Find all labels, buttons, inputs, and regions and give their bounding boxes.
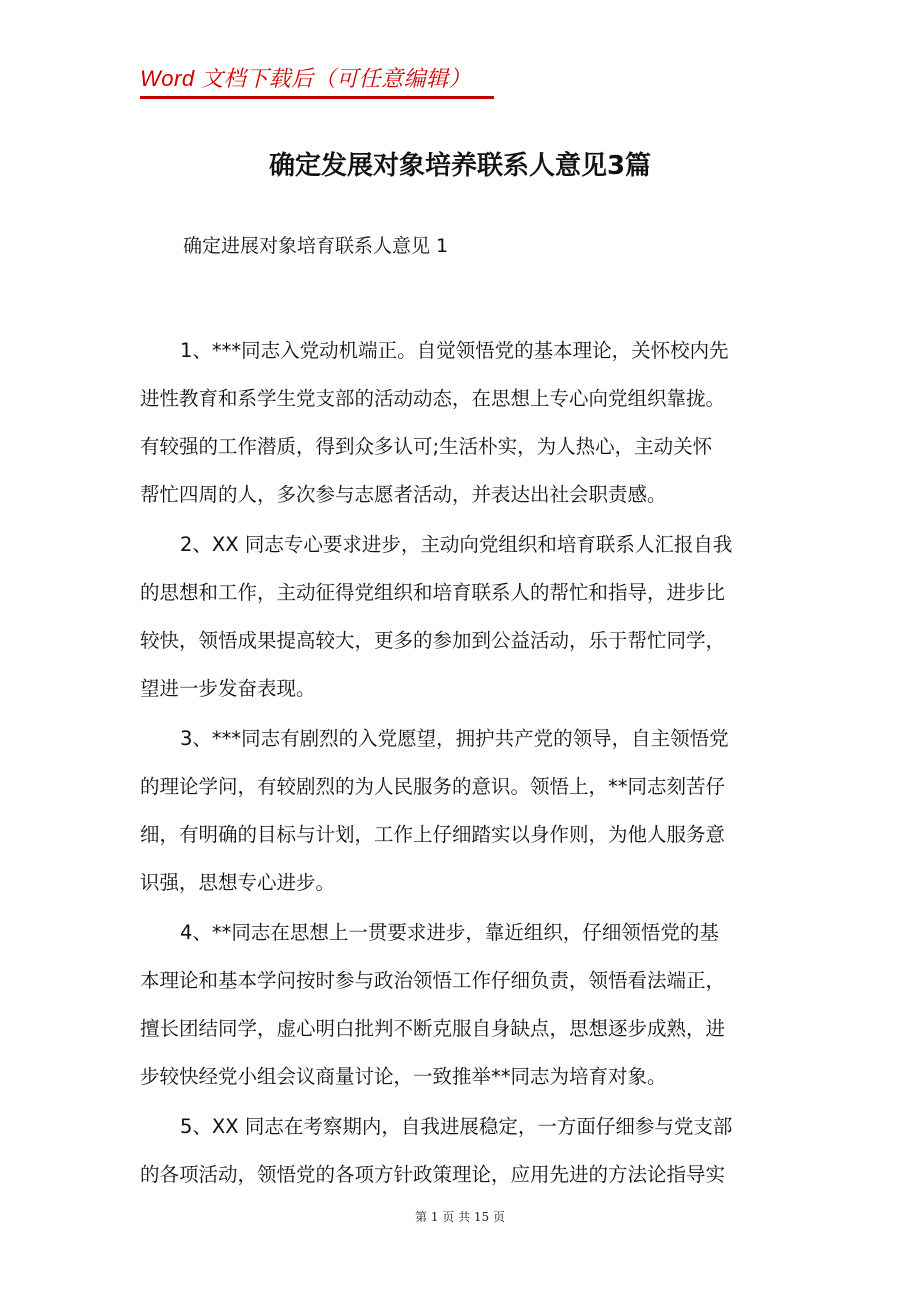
paragraph-line: 的思想和工作，主动征得党组织和培育联系人的帮忙和指导，进步比 [140, 581, 726, 604]
paragraph-line: 的各项活动，领悟党的各项方针政策理论，应用先进的方法论指导实 [140, 1163, 726, 1186]
paragraph [140, 521, 800, 713]
paragraph-line: 帮忙四周的人，多次参与志愿者活动，并表达出社会职责感。 [140, 483, 667, 506]
document-title: 确定发展对象培养联系人意见3篇 [268, 151, 652, 181]
paragraph-line: 进性教育和系学生党支部的活动动态，在思想上专心向党组织靠拢。 [140, 387, 726, 410]
paragraph-line: 的理论学问，有较剧烈的为人民服务的意识。领悟上，**同志刻苦仔 [140, 775, 726, 798]
page-footer: 第 1 页 共 15 页 [415, 1210, 505, 1224]
paragraph-line: 望进一步发奋表现。 [140, 677, 316, 700]
paragraph [140, 327, 800, 519]
paragraph-line: 3、***同志有剧烈的入党愿望，拥护共产党的领导，自主领悟党 [180, 727, 729, 750]
paragraph-line: 步较快经党小组会议商量讨论，一致推举**同志为培育对象。 [140, 1065, 667, 1088]
paragraph-line: 本理论和基本学问按时参与政治领悟工作仔细负责，领悟看法端正， [140, 969, 726, 992]
download-banner [140, 64, 494, 99]
document-body [140, 327, 800, 1201]
banner-text: Word 文档下载后（可任意编辑） [140, 66, 472, 91]
paragraph [140, 715, 800, 907]
paragraph-line: 2、XX 同志专心要求进步，主动向党组织和培育联系人汇报自我 [180, 533, 733, 556]
paragraph-line: 1、***同志入党动机端正。自觉领悟党的基本理论，关怀校内先 [180, 339, 729, 362]
paragraph-line: 较快，领悟成果提高较大，更多的参加到公益活动，乐于帮忙同学， [140, 629, 726, 652]
paragraph-line: 擅长团结同学，虚心明白批判不断克服自身缺点，思想逐步成熟，进 [140, 1017, 726, 1040]
paragraph-line: 有较强的工作潜质，得到众多认可;生活朴实，为人热心，主动关怀 [140, 435, 713, 458]
paragraph-line: 4、**同志在思想上一贯要求进步，靠近组织，仔细领悟党的基 [180, 921, 719, 944]
paragraph [140, 1103, 800, 1199]
paragraph-line: 识强，思想专心进步。 [140, 871, 336, 894]
paragraph [140, 909, 800, 1101]
section-heading: 确定进展对象培育联系人意见 1 [183, 235, 449, 257]
paragraph-line: 5、XX 同志在考察期内，自我进展稳定，一方面仔细参与党支部 [180, 1115, 733, 1138]
paragraph-line: 细，有明确的目标与计划，工作上仔细踏实以身作则，为他人服务意 [140, 823, 726, 846]
